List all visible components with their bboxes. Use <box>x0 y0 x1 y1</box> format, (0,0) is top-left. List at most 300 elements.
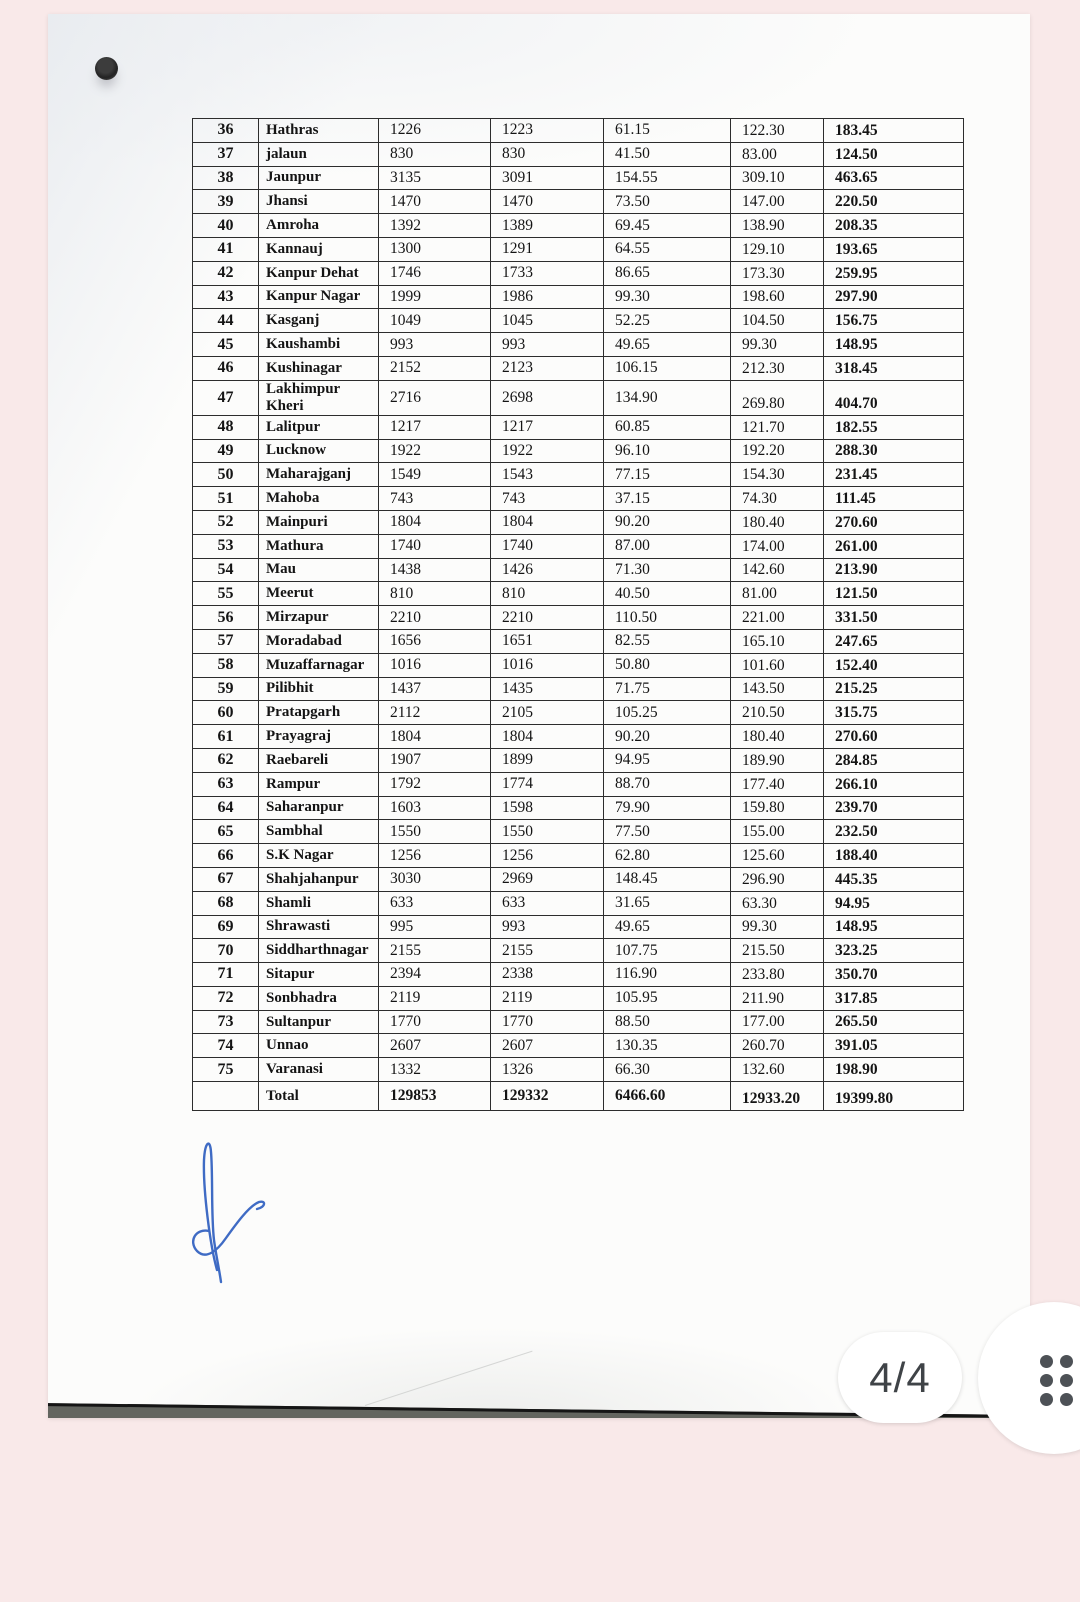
value-cell: 31.65 <box>604 891 731 915</box>
serial-cell: 65 <box>193 820 259 844</box>
value-cell: 188.40 <box>824 844 964 868</box>
district-cell: Shrawasti <box>259 915 379 939</box>
value-cell: 331.50 <box>824 606 964 630</box>
value-cell: 104.50 <box>731 309 824 333</box>
value-cell: 1223 <box>491 119 604 143</box>
value-cell: 2112 <box>379 701 491 725</box>
value-cell: 1392 <box>379 214 491 238</box>
serial-cell <box>193 1082 259 1111</box>
value-cell: 995 <box>379 915 491 939</box>
value-cell: 81.00 <box>731 582 824 606</box>
serial-cell: 58 <box>193 653 259 677</box>
value-cell: 1435 <box>491 677 604 701</box>
value-cell: 1733 <box>491 261 604 285</box>
value-cell: 1291 <box>491 237 604 261</box>
serial-cell: 60 <box>193 701 259 725</box>
serial-cell: 62 <box>193 748 259 772</box>
serial-cell: 42 <box>193 261 259 285</box>
serial-cell: 68 <box>193 891 259 915</box>
district-cell: Kanpur Nagar <box>259 285 379 309</box>
serial-cell: 52 <box>193 510 259 534</box>
value-cell: 213.90 <box>824 558 964 582</box>
value-cell: 296.90 <box>731 867 824 891</box>
table-row <box>193 463 964 487</box>
value-cell: 165.10 <box>731 629 824 653</box>
value-cell: 265.50 <box>824 1010 964 1034</box>
value-cell: 1656 <box>379 629 491 653</box>
value-cell: 993 <box>491 333 604 357</box>
district-cell: Kasganj <box>259 309 379 333</box>
value-cell: 60.85 <box>604 415 731 439</box>
value-cell: 1774 <box>491 772 604 796</box>
value-cell: 152.40 <box>824 653 964 677</box>
value-cell: 12933.20 <box>731 1082 824 1111</box>
value-cell: 124.50 <box>824 142 964 166</box>
value-cell: 99.30 <box>731 915 824 939</box>
value-cell: 111.45 <box>824 487 964 511</box>
table-row <box>193 582 964 606</box>
value-cell: 116.90 <box>604 963 731 987</box>
district-cell: Lucknow <box>259 439 379 463</box>
value-cell: 99.30 <box>731 333 824 357</box>
value-cell: 830 <box>379 142 491 166</box>
value-cell: 633 <box>491 891 604 915</box>
value-cell: 90.20 <box>604 510 731 534</box>
value-cell: 87.00 <box>604 534 731 558</box>
value-cell: 288.30 <box>824 439 964 463</box>
value-cell: 130.35 <box>604 1034 731 1058</box>
serial-cell: 56 <box>193 606 259 630</box>
value-cell: 64.55 <box>604 237 731 261</box>
district-cell: Shamli <box>259 891 379 915</box>
page-indicator <box>838 1332 962 1423</box>
value-cell: 463.65 <box>824 166 964 190</box>
table-row <box>193 439 964 463</box>
value-cell: 121.50 <box>824 582 964 606</box>
value-cell: 107.75 <box>604 939 731 963</box>
value-cell: 743 <box>379 487 491 511</box>
value-cell: 90.20 <box>604 725 731 749</box>
table-row <box>193 285 964 309</box>
value-cell: 259.95 <box>824 261 964 285</box>
value-cell: 192.20 <box>731 439 824 463</box>
district-cell: Prayagraj <box>259 725 379 749</box>
value-cell: 148.95 <box>824 915 964 939</box>
value-cell: 261.00 <box>824 534 964 558</box>
value-cell: 83.00 <box>731 142 824 166</box>
value-cell: 391.05 <box>824 1034 964 1058</box>
value-cell: 174.00 <box>731 534 824 558</box>
district-cell: Jhansi <box>259 190 379 214</box>
district-table <box>192 118 964 1111</box>
value-cell: 110.50 <box>604 606 731 630</box>
value-cell: 1470 <box>379 190 491 214</box>
serial-cell: 72 <box>193 986 259 1010</box>
value-cell: 62.80 <box>604 844 731 868</box>
district-cell: jalaun <box>259 142 379 166</box>
value-cell: 309.10 <box>731 166 824 190</box>
value-cell: 247.65 <box>824 629 964 653</box>
table-row <box>193 261 964 285</box>
value-cell: 2716 <box>379 380 491 415</box>
district-cell: Total <box>259 1082 379 1111</box>
value-cell: 318.45 <box>824 356 964 380</box>
value-cell: 1804 <box>491 725 604 749</box>
value-cell: 1770 <box>491 1010 604 1034</box>
value-cell: 1300 <box>379 237 491 261</box>
value-cell: 1256 <box>491 844 604 868</box>
serial-cell: 44 <box>193 309 259 333</box>
district-cell: Lakhimpur Kheri <box>259 380 379 415</box>
value-cell: 177.00 <box>731 1010 824 1034</box>
district-cell: Meerut <box>259 582 379 606</box>
value-cell: 88.70 <box>604 772 731 796</box>
district-cell: Varanasi <box>259 1058 379 1082</box>
value-cell: 94.95 <box>604 748 731 772</box>
district-cell: Sitapur <box>259 963 379 987</box>
serial-cell: 36 <box>193 119 259 143</box>
value-cell: 1256 <box>379 844 491 868</box>
drag-indicator-icon <box>1040 1355 1073 1406</box>
value-cell: 404.70 <box>824 380 964 415</box>
value-cell: 71.30 <box>604 558 731 582</box>
value-cell: 122.30 <box>731 119 824 143</box>
value-cell: 993 <box>491 915 604 939</box>
table-row <box>193 510 964 534</box>
table-row <box>193 867 964 891</box>
value-cell: 350.70 <box>824 963 964 987</box>
serial-cell: 74 <box>193 1034 259 1058</box>
value-cell: 743 <box>491 487 604 511</box>
district-cell: Saharanpur <box>259 796 379 820</box>
value-cell: 177.40 <box>731 772 824 796</box>
district-cell: Pilibhit <box>259 677 379 701</box>
value-cell: 2119 <box>491 986 604 1010</box>
value-cell: 1332 <box>379 1058 491 1082</box>
district-cell: Mahoba <box>259 487 379 511</box>
district-cell: Sonbhadra <box>259 986 379 1010</box>
value-cell: 2969 <box>491 867 604 891</box>
district-cell: Kanpur Dehat <box>259 261 379 285</box>
value-cell: 1986 <box>491 285 604 309</box>
district-cell: Shahjahanpur <box>259 867 379 891</box>
table-row <box>193 796 964 820</box>
table-row <box>193 142 964 166</box>
value-cell: 1045 <box>491 309 604 333</box>
table-row <box>193 725 964 749</box>
district-cell: Mainpuri <box>259 510 379 534</box>
serial-cell: 46 <box>193 356 259 380</box>
serial-cell: 38 <box>193 166 259 190</box>
value-cell: 125.60 <box>731 844 824 868</box>
value-cell: 6466.60 <box>604 1082 731 1111</box>
serial-cell: 55 <box>193 582 259 606</box>
district-cell: Pratapgarh <box>259 701 379 725</box>
district-cell: Hathras <box>259 119 379 143</box>
serial-cell: 73 <box>193 1010 259 1034</box>
value-cell: 154.55 <box>604 166 731 190</box>
value-cell: 810 <box>491 582 604 606</box>
district-cell: Rampur <box>259 772 379 796</box>
serial-cell: 40 <box>193 214 259 238</box>
value-cell: 180.40 <box>731 725 824 749</box>
value-cell: 208.35 <box>824 214 964 238</box>
serial-cell: 75 <box>193 1058 259 1082</box>
value-cell: 121.70 <box>731 415 824 439</box>
district-table-body <box>193 119 964 1111</box>
value-cell: 2155 <box>491 939 604 963</box>
district-cell: S.K Nagar <box>259 844 379 868</box>
serial-cell: 53 <box>193 534 259 558</box>
table-row <box>193 380 964 415</box>
table-row <box>193 820 964 844</box>
value-cell: 198.90 <box>824 1058 964 1082</box>
value-cell: 1437 <box>379 677 491 701</box>
value-cell: 132.60 <box>731 1058 824 1082</box>
table-row <box>193 166 964 190</box>
value-cell: 134.90 <box>604 380 731 415</box>
table-row <box>193 333 964 357</box>
value-cell: 1016 <box>379 653 491 677</box>
serial-cell: 51 <box>193 487 259 511</box>
value-cell: 105.95 <box>604 986 731 1010</box>
serial-cell: 70 <box>193 939 259 963</box>
value-cell: 633 <box>379 891 491 915</box>
value-cell: 2119 <box>379 986 491 1010</box>
value-cell: 2155 <box>379 939 491 963</box>
value-cell: 101.60 <box>731 653 824 677</box>
value-cell: 77.50 <box>604 820 731 844</box>
value-cell: 1740 <box>379 534 491 558</box>
serial-cell: 69 <box>193 915 259 939</box>
value-cell: 239.70 <box>824 796 964 820</box>
value-cell: 1598 <box>491 796 604 820</box>
value-cell: 270.60 <box>824 725 964 749</box>
value-cell: 73.50 <box>604 190 731 214</box>
value-cell: 61.15 <box>604 119 731 143</box>
value-cell: 2338 <box>491 963 604 987</box>
serial-cell: 71 <box>193 963 259 987</box>
table-row <box>193 986 964 1010</box>
value-cell: 105.25 <box>604 701 731 725</box>
table-row <box>193 534 964 558</box>
value-cell: 173.30 <box>731 261 824 285</box>
district-cell: Sultanpur <box>259 1010 379 1034</box>
value-cell: 82.55 <box>604 629 731 653</box>
value-cell: 2210 <box>491 606 604 630</box>
value-cell: 1549 <box>379 463 491 487</box>
value-cell: 2607 <box>491 1034 604 1058</box>
value-cell: 231.45 <box>824 463 964 487</box>
table-row <box>193 677 964 701</box>
table-row <box>193 487 964 511</box>
district-cell: Lalitpur <box>259 415 379 439</box>
value-cell: 1016 <box>491 653 604 677</box>
value-cell: 1217 <box>491 415 604 439</box>
value-cell: 810 <box>379 582 491 606</box>
table-row <box>193 748 964 772</box>
serial-cell: 59 <box>193 677 259 701</box>
table-row <box>193 772 964 796</box>
value-cell: 148.45 <box>604 867 731 891</box>
table-row <box>193 1010 964 1034</box>
serial-cell: 63 <box>193 772 259 796</box>
table-row <box>193 1034 964 1058</box>
district-cell: Jaunpur <box>259 166 379 190</box>
value-cell: 129332 <box>491 1082 604 1111</box>
value-cell: 189.90 <box>731 748 824 772</box>
value-cell: 260.70 <box>731 1034 824 1058</box>
value-cell: 182.55 <box>824 415 964 439</box>
district-cell: Kannauj <box>259 237 379 261</box>
value-cell: 830 <box>491 142 604 166</box>
value-cell: 88.50 <box>604 1010 731 1034</box>
value-cell: 3091 <box>491 166 604 190</box>
district-cell: Sambhal <box>259 820 379 844</box>
value-cell: 69.45 <box>604 214 731 238</box>
value-cell: 2123 <box>491 356 604 380</box>
value-cell: 49.65 <box>604 333 731 357</box>
value-cell: 232.50 <box>824 820 964 844</box>
table-row <box>193 237 964 261</box>
district-cell: Mirzapur <box>259 606 379 630</box>
value-cell: 1907 <box>379 748 491 772</box>
table-row <box>193 939 964 963</box>
value-cell: 323.25 <box>824 939 964 963</box>
value-cell: 1746 <box>379 261 491 285</box>
value-cell: 1217 <box>379 415 491 439</box>
value-cell: 1804 <box>379 510 491 534</box>
serial-cell: 43 <box>193 285 259 309</box>
document-page <box>48 14 1030 1418</box>
district-cell: Siddharthnagar <box>259 939 379 963</box>
value-cell: 2152 <box>379 356 491 380</box>
value-cell: 1792 <box>379 772 491 796</box>
table-row <box>193 891 964 915</box>
value-cell: 74.30 <box>731 487 824 511</box>
value-cell: 129.10 <box>731 237 824 261</box>
value-cell: 129853 <box>379 1082 491 1111</box>
value-cell: 156.75 <box>824 309 964 333</box>
value-cell: 77.15 <box>604 463 731 487</box>
value-cell: 41.50 <box>604 142 731 166</box>
district-cell: Kushinagar <box>259 356 379 380</box>
district-cell: Raebareli <box>259 748 379 772</box>
serial-cell: 67 <box>193 867 259 891</box>
table-row <box>193 844 964 868</box>
signature <box>178 1134 338 1304</box>
value-cell: 211.90 <box>731 986 824 1010</box>
value-cell: 138.90 <box>731 214 824 238</box>
value-cell: 86.65 <box>604 261 731 285</box>
value-cell: 52.25 <box>604 309 731 333</box>
value-cell: 143.50 <box>731 677 824 701</box>
value-cell: 1550 <box>379 820 491 844</box>
serial-cell: 37 <box>193 142 259 166</box>
value-cell: 1049 <box>379 309 491 333</box>
value-cell: 297.90 <box>824 285 964 309</box>
page-indicator-label: 4/4 <box>869 1353 931 1401</box>
value-cell: 66.30 <box>604 1058 731 1082</box>
district-cell: Moradabad <box>259 629 379 653</box>
value-cell: 1899 <box>491 748 604 772</box>
value-cell: 155.00 <box>731 820 824 844</box>
table-row <box>193 190 964 214</box>
value-cell: 1999 <box>379 285 491 309</box>
value-cell: 210.50 <box>731 701 824 725</box>
value-cell: 63.30 <box>731 891 824 915</box>
value-cell: 221.00 <box>731 606 824 630</box>
value-cell: 159.80 <box>731 796 824 820</box>
table-row <box>193 915 964 939</box>
value-cell: 1470 <box>491 190 604 214</box>
serial-cell: 39 <box>193 190 259 214</box>
table-row <box>193 1058 964 1082</box>
value-cell: 193.65 <box>824 237 964 261</box>
serial-cell: 50 <box>193 463 259 487</box>
value-cell: 1426 <box>491 558 604 582</box>
district-cell: Kaushambi <box>259 333 379 357</box>
value-cell: 71.75 <box>604 677 731 701</box>
value-cell: 269.80 <box>731 380 824 415</box>
table-row <box>193 214 964 238</box>
serial-cell: 57 <box>193 629 259 653</box>
paper-crease <box>365 1351 533 1406</box>
serial-cell: 61 <box>193 725 259 749</box>
value-cell: 1603 <box>379 796 491 820</box>
value-cell: 1226 <box>379 119 491 143</box>
district-cell: Mau <box>259 558 379 582</box>
table-row <box>193 606 964 630</box>
table-row <box>193 963 964 987</box>
serial-cell: 49 <box>193 439 259 463</box>
value-cell: 1770 <box>379 1010 491 1034</box>
table-row <box>193 356 964 380</box>
value-cell: 1922 <box>379 439 491 463</box>
district-cell: Muzaffarnagar <box>259 653 379 677</box>
value-cell: 142.60 <box>731 558 824 582</box>
value-cell: 106.15 <box>604 356 731 380</box>
value-cell: 1740 <box>491 534 604 558</box>
value-cell: 183.45 <box>824 119 964 143</box>
value-cell: 233.80 <box>731 963 824 987</box>
value-cell: 993 <box>379 333 491 357</box>
value-cell: 2105 <box>491 701 604 725</box>
serial-cell: 41 <box>193 237 259 261</box>
value-cell: 1543 <box>491 463 604 487</box>
value-cell: 212.30 <box>731 356 824 380</box>
value-cell: 99.30 <box>604 285 731 309</box>
value-cell: 445.35 <box>824 867 964 891</box>
value-cell: 1922 <box>491 439 604 463</box>
value-cell: 148.95 <box>824 333 964 357</box>
value-cell: 215.25 <box>824 677 964 701</box>
table-row <box>193 629 964 653</box>
value-cell: 2607 <box>379 1034 491 1058</box>
table-row <box>193 119 964 143</box>
serial-cell: 45 <box>193 333 259 357</box>
value-cell: 270.60 <box>824 510 964 534</box>
value-cell: 317.85 <box>824 986 964 1010</box>
value-cell: 215.50 <box>731 939 824 963</box>
value-cell: 96.10 <box>604 439 731 463</box>
district-cell: Maharajganj <box>259 463 379 487</box>
value-cell: 1389 <box>491 214 604 238</box>
district-cell: Mathura <box>259 534 379 558</box>
value-cell: 2210 <box>379 606 491 630</box>
value-cell: 1326 <box>491 1058 604 1082</box>
value-cell: 19399.80 <box>824 1082 964 1111</box>
